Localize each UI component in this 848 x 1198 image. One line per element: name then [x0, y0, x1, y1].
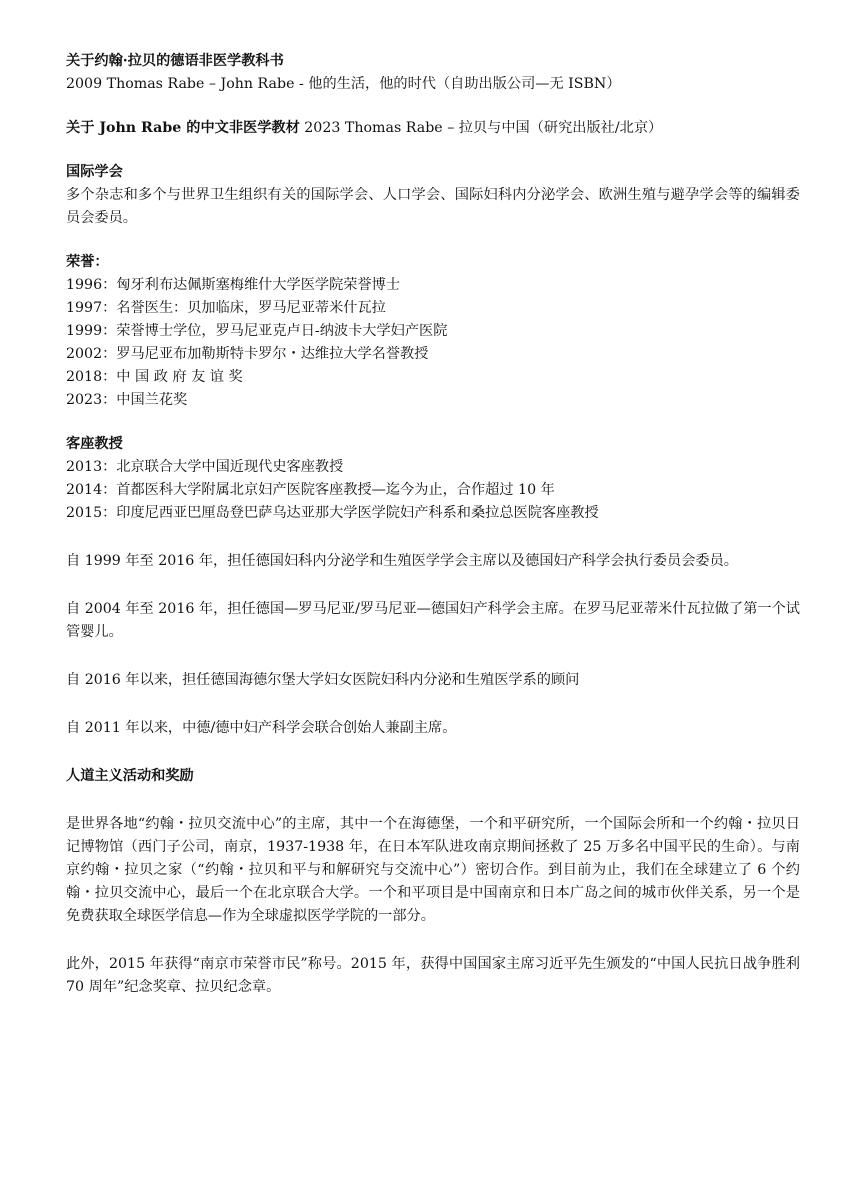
- visiting-heading: 客座教授: [66, 436, 123, 452]
- honor-item: 2002：罗马尼亚布加勒斯特卡罗尔・达维拉大学名誉教授: [66, 346, 429, 362]
- paragraph-cofounder: 自 2011 年以来，中德/德中妇产科学会联合创始人兼副主席。: [66, 720, 457, 736]
- chinese-textbook-detail: 2023 Thomas Rabe – 拉贝与中国（研究出版社/北京）: [299, 120, 663, 136]
- honor-item: 1997：名誉医生：贝加临床，罗马尼亚蒂米什瓦拉: [66, 300, 386, 316]
- visiting-item: 2014：首都医科大学附属北京妇产医院客座教授—迄今为止，合作超过 10 年: [66, 482, 555, 498]
- chinese-textbook-entry: [66, 117, 800, 140]
- humanitarian-heading: 人道主义活动和奖励: [66, 768, 194, 784]
- paragraph-consultant: 自 2016 年以来，担任德国海德尔堡大学妇女医院妇科内分泌和生殖医学系的顾问: [66, 672, 580, 688]
- visiting-item: 2015：印度尼西亚巴厘岛登巴萨乌达亚那大学医学院妇产科系和桑拉总医院客座教授: [66, 505, 599, 521]
- paragraph-society-chair: 自 1999 年至 2016 年，担任德国妇科内分泌学和生殖医学学会主席以及德国妇产科学会执行委员会委员。: [66, 553, 738, 569]
- chinese-textbook-heading: 关于 John Rabe 的中文非医学教材: [66, 120, 300, 136]
- document-page: [66, 50, 800, 999]
- honor-item: 1996：匈牙利布达佩斯塞梅维什大学医学院荣誉博士: [66, 277, 401, 293]
- honor-item: 2023：中国兰花奖: [66, 392, 188, 408]
- paragraph-romania-society: 自 2004 年至 2016 年，担任德国—罗马尼亚/罗马尼亚—德国妇产科学会主席。在罗马尼亚蒂米什瓦拉做了第一个试管婴儿。: [66, 601, 800, 640]
- humanitarian-text: 是世界各地“约翰・拉贝交流中心”的主席，其中一个在海德堡，一个和平研究所，一个国际会所和一个约翰・拉贝日记博物馆（西门子公司，南京，1937-1938 年，在日本军队进攻南京期间拯救了 25 万多名中国平民的生命）。与南京约翰・拉贝之家（“约翰・拉贝和平与和解研究与交流中心”）密切合作。到目前为止，我们在全球建立了 6 个约翰・拉贝交流中心，最后一个在北京联合大学。一个和平项目是中国南京和日本广岛之间的城市伙伴关系，另一个是免费获取全球医学信息—作为全球虚拟医学学院的一部分。: [66, 816, 800, 924]
- humanitarian-awards: 此外，2015 年获得“南京市荣誉市民”称号。2015 年，获得中国国家主席习近平先生颁发的“中国人民抗日战争胜利 70 周年”纪念奖章、拉贝纪念章。: [66, 956, 800, 995]
- honor-item: 2018：中 国 政 府 友 谊 奖: [66, 369, 243, 385]
- societies-text: 多个杂志和多个与世界卫生组织有关的国际学会、人口学会、国际妇科内分泌学会、欧洲生殖与避孕学会等的编辑委员会委员。: [66, 187, 800, 226]
- honor-item: 1999：荣誉博士学位，罗马尼亚克卢日-纳波卡大学妇产医院: [66, 323, 448, 339]
- societies-heading: 国际学会: [66, 164, 123, 180]
- honors-heading: 荣誉：: [66, 254, 109, 270]
- german-textbook-heading: 关于约翰·拉贝的德语非医学教科书: [66, 53, 284, 69]
- visiting-item: 2013：北京联合大学中国近现代史客座教授: [66, 459, 344, 475]
- german-textbook-entry: 2009 Thomas Rabe – John Rabe - 他的生活，他的时代（自助出版公司—无 ISBN）: [66, 76, 621, 92]
